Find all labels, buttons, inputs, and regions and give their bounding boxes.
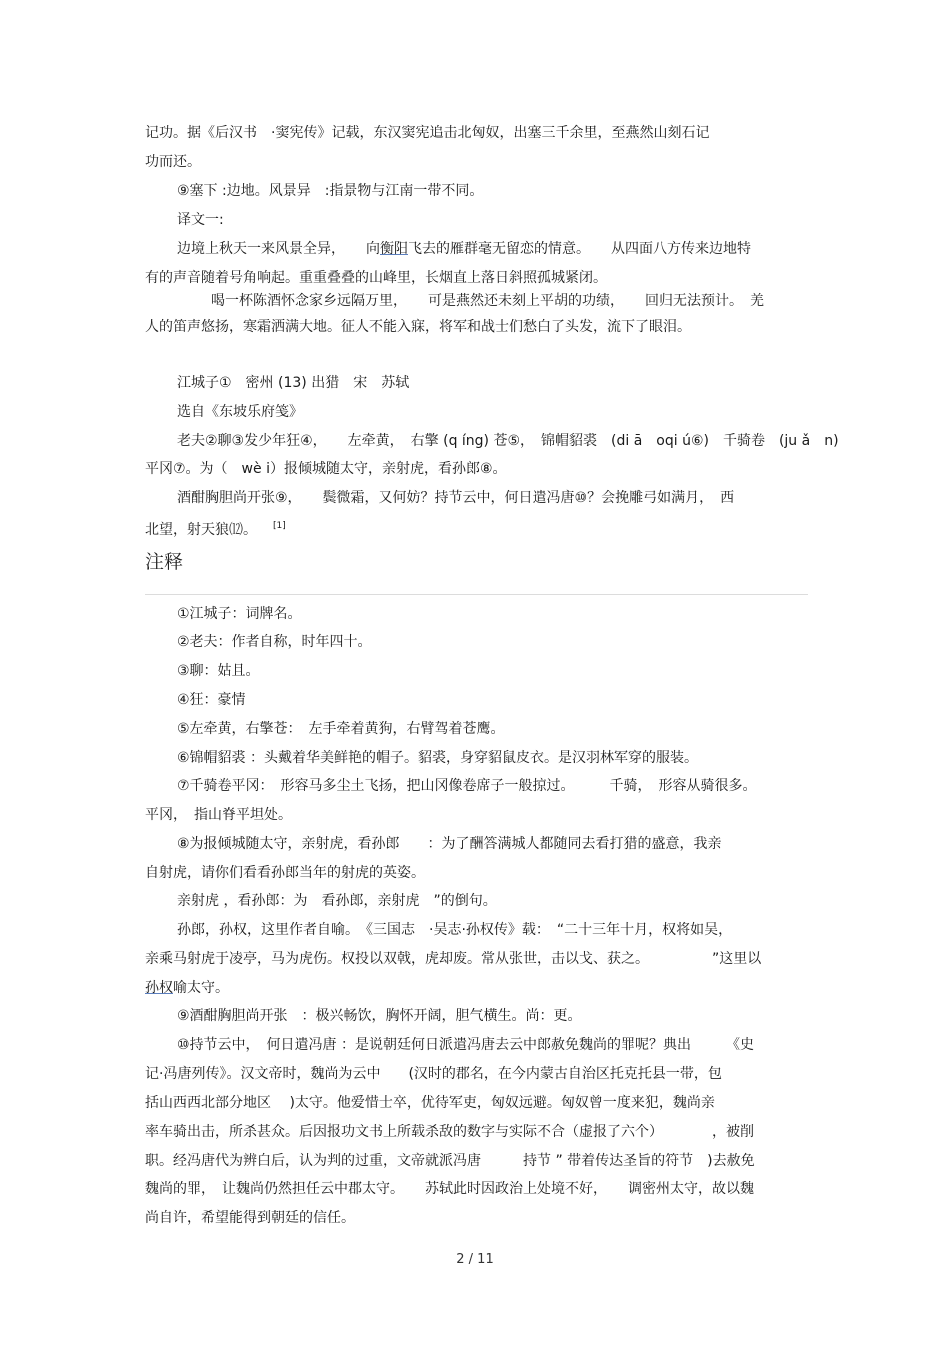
- note-line: 魏尚的罪， 让魏尚仍然担任云中郡太守。 苏轼此时因政治上处境不好， 调密州太守，故以魏: [145, 1181, 754, 1197]
- text-line: 人的笛声悠扬，寒霜洒满大地。征人不能入寐，将军和战士们愁白了头发，流下了眼泪。: [145, 319, 691, 335]
- section-heading-notes: 注释: [145, 551, 184, 573]
- note-line: 亲射虎 ，看孙郎：为 看孙郎，亲射虎 ”的倒句。: [177, 893, 497, 909]
- note-line: ⑨酒酣胸胆尚开张 ：极兴畅饮，胸怀开阔，胆气横生。尚：更。: [177, 1008, 582, 1024]
- poem-source: 选自《东坡乐府笺》: [177, 404, 303, 420]
- text-span: 飞去的雁群毫无留恋的情意。 从四面八方传来边地特: [408, 241, 751, 257]
- note-line: 括山西西北部分地区 )太守。他爱惜士卒，优待军吏，匈奴远避。匈奴曾一度来犯，魏尚亲: [145, 1095, 715, 1111]
- note-line: 自射虎，请你们看看孙郎当年的射虎的英姿。: [145, 865, 425, 881]
- note-line: 平冈， 指山脊平坦处。: [145, 807, 292, 823]
- poem-line: 酒酣胸胆尚开张⑨， 鬓微霜，又何妨？持节云中，何日遣冯唐⑩？会挽雕弓如满月， 西: [177, 490, 735, 506]
- note-line: 职。经冯唐代为辨白后，认为判的过重，文帝就派冯唐 持节 ” 带着传达圣旨的符节 )去赦免: [145, 1153, 755, 1169]
- translation-line: [177, 240, 857, 258]
- text-line: 有的声音随着号角响起。重重叠叠的山峰里，长烟直上落日斜照孤城紧闭。: [145, 270, 607, 286]
- note-line: ⑤左牵黄，右擎苍： 左手牵着黄狗，右臂驾着苍鹰。: [177, 721, 505, 737]
- page-number: 2 / 11: [456, 1252, 494, 1267]
- text-span: 喻太守。: [173, 980, 229, 996]
- note-line: 率车骑出击，所杀甚众。后因报功文书上所载杀敌的数字与实际不合（虚报了六个） ，被削: [145, 1124, 754, 1140]
- link-sunquan[interactable]: 孙权: [145, 980, 173, 996]
- text-line: 功而还。: [145, 154, 201, 170]
- reference-link[interactable]: [1]: [273, 521, 286, 531]
- note-line: ③聊：姑且。: [177, 663, 260, 679]
- text-line: ⑨塞下 :边地。风景异 :指景物与江南一带不同。: [177, 183, 484, 199]
- poem-line: 老夫②聊③发少年狂④， 左牵黄， 右擎 (q íng) 苍⑤， 锦帽貂裘 (di ā oqi ú⑥) 千骑卷 (ju ǎ n): [177, 433, 839, 449]
- note-line: 尚自许，希望能得到朝廷的信任。: [145, 1210, 355, 1226]
- poem-title: 江城子① 密州 (13) 出猎 宋 苏轼: [177, 375, 410, 391]
- note-line: ①江城子：词牌名。: [177, 606, 302, 622]
- note-line: ⑧为报倾城随太守，亲射虎，看孙郎 ：为了酬答满城人都随同去看打猎的盛意，我亲: [177, 836, 722, 852]
- note-line: [145, 979, 825, 997]
- note-line: ⑩持节云中， 何日遣冯唐 ：是说朝廷何日派遣冯唐去云中郎赦免魏尚的罪呢？典出 《史: [177, 1037, 754, 1053]
- note-line: 孙郎，孙权，这里作者自喻。 《三国志 ·吴志·孙权传》载： “二十三年十月，权将如吴，: [177, 922, 733, 938]
- poem-line: 平冈⑦。为（ wè i）报倾城随太守，亲射虎，看孙郎⑧。: [145, 461, 507, 477]
- divider: [145, 594, 808, 595]
- note-line: ⑦千骑卷平冈： 形容马多尘土飞扬，把山冈像卷席子一般掠过。 千骑， 形容从骑很多。: [177, 778, 757, 794]
- note-line: ⑥锦帽貂裘 ：头戴着华美鲜艳的帽子。貂裘，身穿貂鼠皮衣。是汉羽林军穿的服装。: [177, 750, 698, 766]
- poem-line: [145, 517, 825, 539]
- link-hengyang[interactable]: 衡阳: [380, 241, 408, 257]
- note-line: ②老夫：作者自称，时年四十。: [177, 634, 372, 650]
- note-line: 亲乘马射虎于凌亭，马为虎伤。权投以双戟，虎却废。常从张世，击以戈、获之。 ”这里以: [145, 951, 762, 967]
- note-line: ④狂：豪情: [177, 692, 246, 708]
- note-line: 记·冯唐列传》。汉文帝时，魏尚为云中 (汉时的郡名，在今内蒙古自治区托克托县一带，包: [145, 1066, 722, 1082]
- text-span: 边境上秋天一来风景全异， 向: [177, 241, 380, 257]
- text-span: 北望，射天狼⑿。: [145, 522, 257, 538]
- text-line: 译文一:: [177, 212, 224, 228]
- text-line: 记功。据《后汉书 ·窦宪传》记载，东汉窦宪追击北匈奴，出塞三千余里，至燕然山刻石记: [145, 125, 710, 141]
- text-line: 喝一杯陈酒怀念家乡远隔万里， 可是燕然还未刻上平胡的功绩， 回归无法预计。 羌: [211, 293, 764, 309]
